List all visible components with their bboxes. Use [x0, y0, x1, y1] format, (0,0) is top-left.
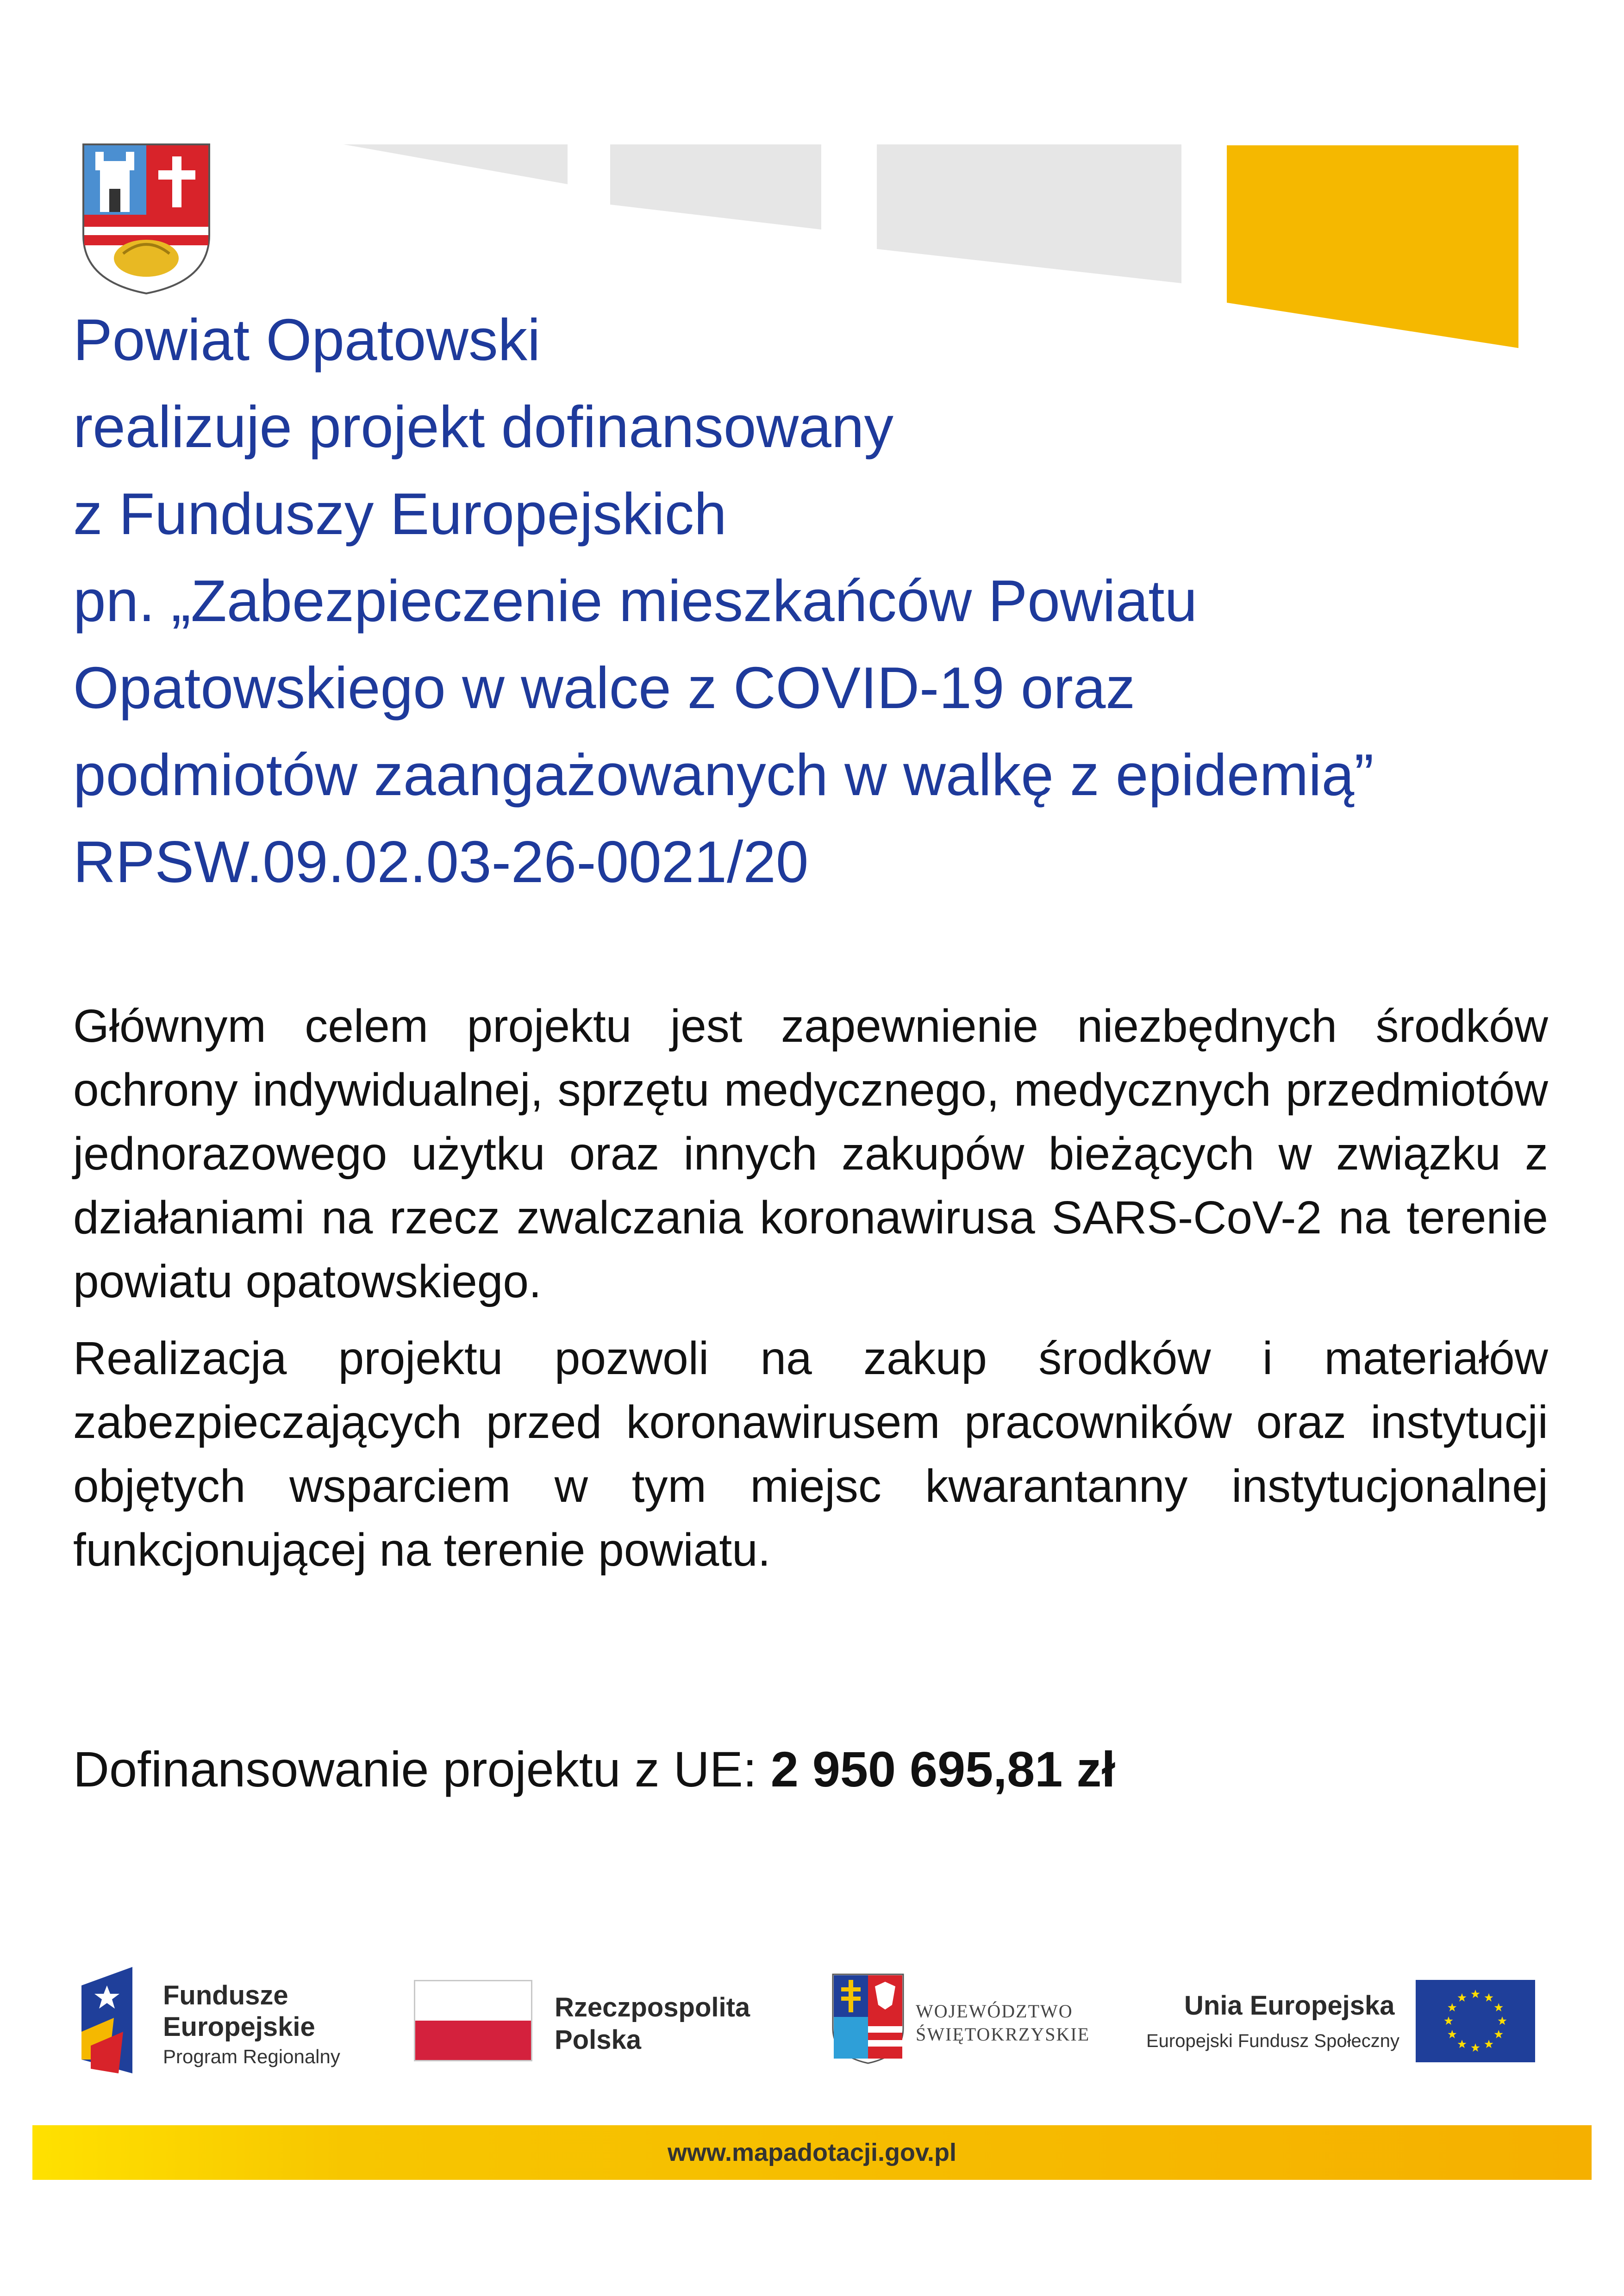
voivodeship-line-1: WOJEWÓDZTWO	[916, 2001, 1073, 2022]
eu-line-2: Europejski Fundusz Społeczny	[1146, 2031, 1399, 2051]
fundusze-line-3: Program Regionalny	[163, 2046, 340, 2067]
title-line-3: z Funduszy Europejskich	[73, 481, 727, 547]
eu-star	[1494, 2003, 1503, 2011]
project-title	[73, 296, 1555, 905]
powiat-opatowski-coat-of-arms-icon	[81, 143, 211, 295]
eu-star	[1458, 2040, 1467, 2048]
title-line-2: realizuje projekt dofinansowany	[73, 394, 893, 460]
eu-star	[1498, 2016, 1507, 2025]
poland-line-2: Polska	[555, 2025, 641, 2055]
eu-line-1: Unia Europejska	[1184, 1991, 1395, 2021]
fundusze-europejskie-star-icon	[81, 1967, 146, 2073]
eu-star	[1494, 2030, 1503, 2038]
eu-star	[1485, 2040, 1493, 2048]
swietokrzyskie-crest-icon	[831, 1972, 905, 2065]
title-line-5: Opatowskiego w walce z COVID-19 oraz	[73, 655, 1135, 721]
poland-line-1: Rzeczpospolita	[555, 1992, 750, 2022]
eu-star	[1485, 1993, 1493, 2002]
funding-label: Dofinansowanie projektu z UE:	[73, 1741, 771, 1797]
eu-star	[1448, 2003, 1456, 2011]
eu-star	[1444, 2016, 1453, 2025]
title-line-6: podmiotów zaangażowanych w walkę z epidemią”	[73, 742, 1374, 808]
eu-star	[1471, 2043, 1480, 2052]
fundusze-line-2: Europejskie	[163, 2012, 315, 2042]
eu-star	[1471, 1990, 1480, 1998]
title-line-1: Powiat Opatowski	[73, 307, 541, 373]
project-outcome-paragraph: Realizacja projektu pozwoli na zakup środków i materiałów zabezpieczających przed koronawirusem pracowników oraz instytucji objętych wsparciem w tym miejsc kwarantanny instytucjonalnej funkcjonującej na terenie powiatu.	[73, 1332, 1548, 1576]
eu-star	[1448, 2030, 1456, 2038]
eu-star	[1458, 1993, 1467, 2002]
polish-flag-icon	[414, 1980, 532, 2061]
funding-line	[73, 1740, 1115, 1798]
website-link[interactable]: www.mapadotacji.gov.pl	[667, 2139, 957, 2166]
project-number: RPSW.09.02.03-26-0021/20	[73, 829, 809, 895]
title-line-4: pn. „Zabezpieczenie mieszkańców Powiatu	[73, 568, 1198, 634]
voivodeship-line-2: ŚWIĘTOKRZYSKIE	[916, 2024, 1090, 2045]
project-goal-paragraph: Głównym celem projektu jest zapewnienie niezbędnych środków ochrony indywidualnej, sprzętu medycznego, medycznych przedmiotów jednorazowego użytku oraz innych zakupów bieżących w związku z działaniami na rzecz zwalczania koronawirusa SARS-CoV-2 na terenie powiatu opatowskiego.	[73, 1000, 1548, 1307]
eu-flag-icon	[1416, 1980, 1535, 2062]
funding-amount: 2 950 695,81 zł	[770, 1741, 1116, 1797]
fundusze-line-1: Fundusze	[163, 1980, 288, 2010]
